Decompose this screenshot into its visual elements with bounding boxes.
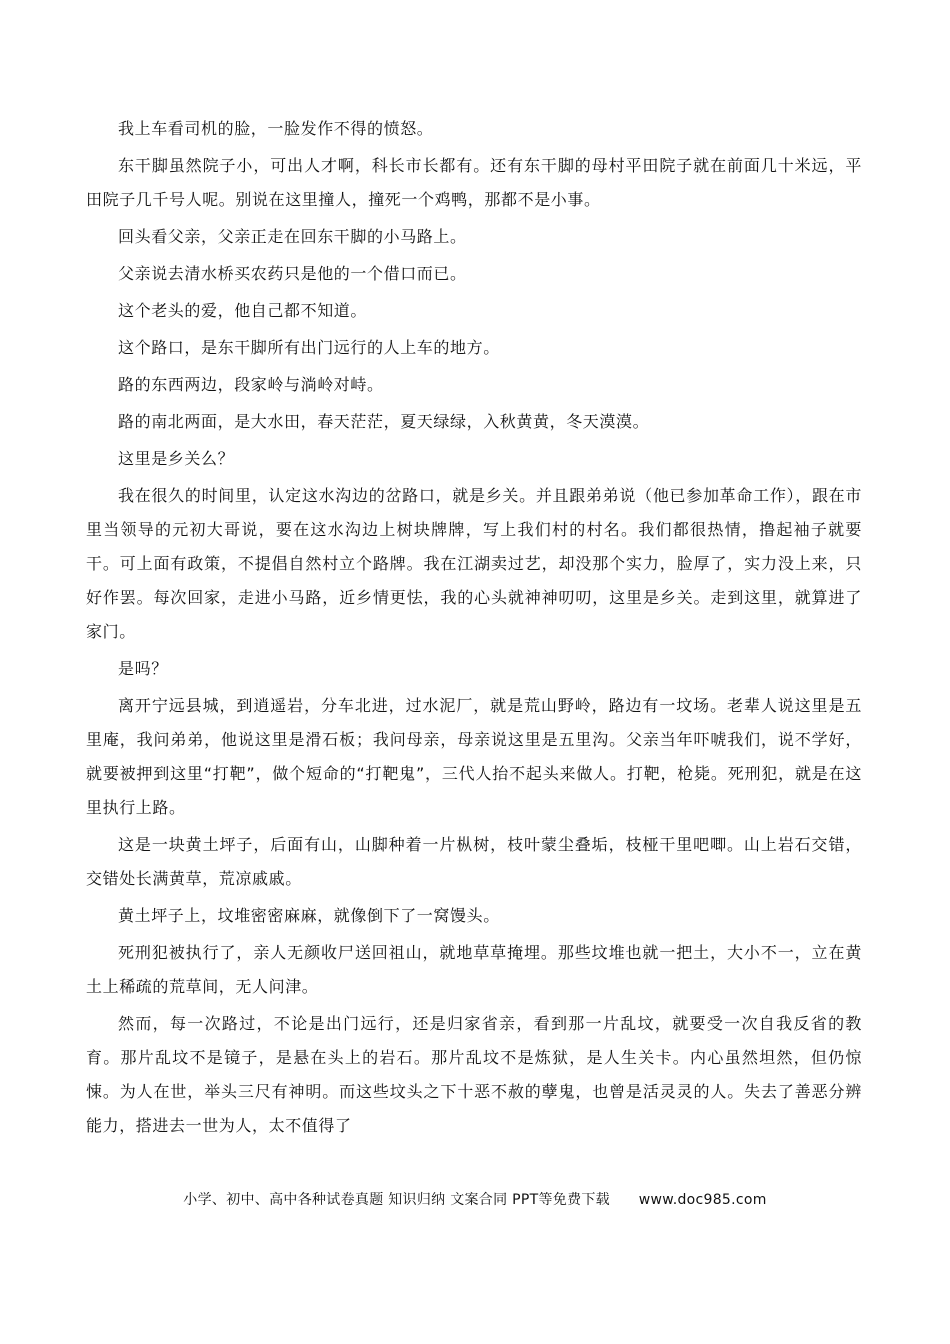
paragraph: 我上车看司机的脸，一脸发作不得的愤怒。	[118, 119, 434, 138]
paragraph: 东干脚虽然院子小，可出人才啊，科长市长都有。还有东干脚的母村平田院子就在前面几十米远，平田院子几千号人呢。别说在这里撞人，撞死一个鸡鸭，那都不是小事。	[86, 156, 862, 209]
paragraph: 这里是乡关么？	[118, 449, 235, 468]
paragraph: 路的南北两面，是大水田，春天茫茫，夏天绿绿，入秋黄黄，冬天漠漠。	[118, 412, 650, 431]
paragraph: 死刑犯被执行了，亲人无颜收尸送回祖山，就地草草掩埋。那些坟堆也就一把土，大小不一，立在黄土上稀疏的荒草间，无人问津。	[86, 943, 862, 996]
paragraph: 是吗？	[118, 659, 168, 678]
paragraph: 黄土坪子上，坟堆密密麻麻，就像倒下了一窝馒头。	[118, 906, 500, 925]
paragraph: 路的东西两边，段家岭与淌岭对峙。	[118, 375, 384, 394]
paragraph: 然而，每一次路过，不论是出门远行，还是归家省亲，看到那一片乱坟，就要受一次自我反省的教育。那片乱坟不是镜子，是悬在头上的岩石。那片乱坟不是炼狱，是人生关卡。内心虽然坦然，但仍惊悚。为人在世，举头三尺有神明。而这些坟头之下十恶不赦的孽鬼，也曾是活灵灵的人。失去了善恶分辨能力，搭进去一世为人，太不值得了	[86, 1014, 862, 1135]
footer-text: 小学、初中、高中各种试卷真题 知识归纳 文案合同 PPT等免费下载	[183, 1192, 610, 1208]
article-body	[86, 112, 862, 1146]
footer-url: www.doc985.com	[638, 1192, 767, 1208]
page-footer	[0, 1189, 950, 1209]
paragraph: 这是一块黄土坪子，后面有山，山脚种着一片枞树，枝叶蒙尘叠垢，枝桠干里吧唧。山上岩石交错，交错处长满黄草，荒凉戚戚。	[86, 835, 862, 888]
paragraph: 离开宁远县城，到逍遥岩，分车北进，过水泥厂，就是荒山野岭，路边有一坟场。老辈人说这里是五里庵，我问弟弟，他说这里是滑石板；我问母亲，母亲说这里是五里沟。父亲当年吓唬我们，说不学好，就要被押到这里“打靶”，做个短命的“打靶鬼”，三代人抬不起头来做人。打靶，枪毙。死刑犯，就是在这里执行上路。	[86, 696, 862, 817]
paragraph: 这个老头的爱，他自己都不知道。	[118, 301, 368, 320]
paragraph: 回头看父亲，父亲正走在回东干脚的小马路上。	[118, 227, 467, 246]
paragraph: 这个路口，是东干脚所有出门远行的人上车的地方。	[118, 338, 500, 357]
paragraph: 父亲说去清水桥买农药只是他的一个借口而已。	[118, 264, 467, 283]
paragraph: 我在很久的时间里，认定这水沟边的岔路口，就是乡关。并且跟弟弟说（他已参加革命工作），跟在市里当领导的元初大哥说，要在这水沟边上树块牌牌，写上我们村的村名。我们都很热情，撸起袖子就要干。可上面有政策，不提倡自然村立个路牌。我在江湖卖过艺，却没那个实力，脸厚了，实力没上来，只好作罢。每次回家，走进小马路，近乡情更怯，我的心头就神神叨叨，这里是乡关。走到这里，就算进了家门。	[86, 486, 862, 641]
